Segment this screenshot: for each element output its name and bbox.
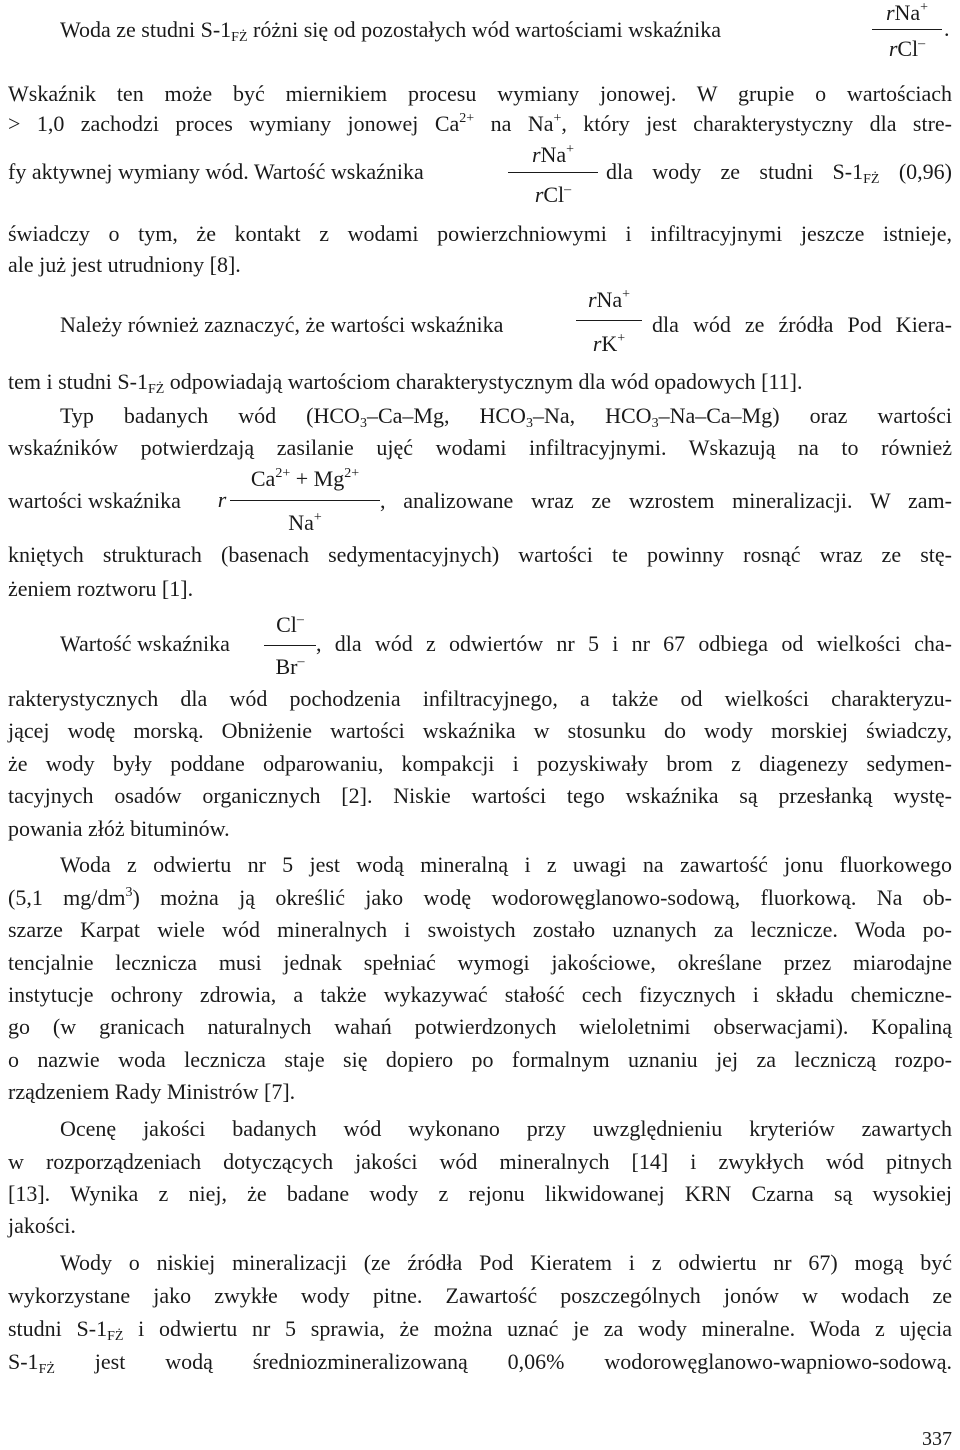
- p6-line2: w rozporządzeniach dotyczących jakości wód mineralnych [14] i zwykłych wód pitnych: [8, 1149, 952, 1174]
- p1-line1: Woda ze studni $S-1_{FŻ}$ różni się od pozostałych wód wartościami wskaźnika: [60, 17, 721, 45]
- formula-na-cl-1: rNa+ rCl–: [872, 0, 942, 26]
- p4-line6: powania złóż bituminów.: [8, 816, 230, 841]
- p7-line3: studni $S-1_{FŻ}$ i odwiertu nr 5 sprawia, że można uznać je za wody mineralne. Woda z ujęcia: [8, 1316, 952, 1344]
- p6-line1: Ocenę jakości badanych wód wykonano przy uwzględnieniu kryteriów zawartych: [60, 1116, 952, 1141]
- formula-cl-br: Cl– Br–: [264, 612, 316, 638]
- p7-line4: $S-1_{FŻ}$ jest wodą średniozmineralizowaną 0,06% wodorowęglanowo-wapniowo-sodową.: [8, 1349, 952, 1377]
- p5-line6: go (w granicach naturalnych wahań potwierdzonych wieloletnimi obserwacjami). Kopaliną: [8, 1014, 952, 1039]
- p4-line1a: Wartość wskaźnika: [60, 631, 230, 656]
- p6-line3: [13]. Wynika z niej, że badane wody z rejonu likwidowanej KRN Czarna są wysokiej: [8, 1181, 952, 1206]
- page-number: 337: [922, 1428, 952, 1450]
- p5-line2: (5,1 $mg/dm^3$) można ją określić jako wodę wodorowęglanowo-sodową, fluorkową. Na ob-: [8, 885, 952, 910]
- p6-line4: jakości.: [8, 1213, 76, 1238]
- p4-line1b: , dla wód z odwiertów nr 5 i nr 67 odbiega od wielkości cha-: [316, 631, 952, 656]
- p5-line3: szarze Karpat wiele wód mineralnych i swoistych zostało uznanych za lecznicze. Woda po-: [8, 917, 952, 942]
- p3-line2: wskaźników potwierdzają zasilanie ujęć wodami infiltracyjnymi. Wskazują na to również: [8, 435, 952, 460]
- p1-line1-tail: .: [944, 16, 950, 41]
- formula-na-cl-2: rNa+ rCl–: [508, 142, 598, 168]
- p3-line3b: , analizowane wraz ze wzrostem mineralizacji. W zam-: [380, 488, 952, 513]
- p3-line5: żeniem roztworu [1].: [8, 576, 194, 601]
- p4-line4: że wody były poddane odparowaniu, kompakcji i pozyskiwały brom z diagenezy sedymen-: [8, 751, 952, 776]
- p3-line3a: wartości wskaźnika: [8, 488, 181, 513]
- p2-line1a: Należy również zaznaczyć, że wartości wskaźnika: [60, 312, 504, 337]
- formula-camg-na: $Ca^{2+} + Mg^{2+}$ Na+: [230, 466, 380, 492]
- p4-line5: tacyjnych osadów organicznych [2]. Niskie wartości tego wskaźnika są przesłanką wystę-: [8, 783, 952, 808]
- p2-line1b: dla wód ze źródła Pod Kiera-: [652, 312, 952, 337]
- p1-line4a: fy aktywnej wymiany wód. Wartość wskaźnika: [8, 159, 424, 184]
- p1-line2: Wskaźnik ten może być miernikiem procesu wymiany jonowej. W grupie o wartościach: [8, 81, 952, 106]
- p2-line2: tem i studni $S-1_{FŻ}$ odpowiadają wartościom charakterystycznym dla wód opadowych [11].: [8, 369, 803, 397]
- p7-line2: wykorzystane jako zwykłe wody pitne. Zawartość poszczególnych jonów w wodach ze: [8, 1283, 952, 1308]
- p5-line7: o nazwie woda lecznicza staje się dopiero po formalnym uznaniu jej za leczniczą rozpo-: [8, 1047, 952, 1072]
- p7-line1: Wody o niskiej mineralizacji (ze źródła Pod Kieratem i z odwiertu nr 67) mogą być: [60, 1250, 952, 1275]
- formula-camg-na-prefix: r: [217, 487, 227, 512]
- p4-line2: rakterystycznych dla wód pochodzenia infiltracyjnego, a także od wielkości charakteryzu-: [8, 686, 952, 711]
- p1-line6: ale już jest utrudniony [8].: [8, 252, 241, 277]
- p5-line8: rządzeniem Rady Ministrów [7].: [8, 1079, 296, 1104]
- p5-line4: tencjalnie lecznicza musi jednak spełniać wymogi jakościowe, określane przez miarodajne: [8, 950, 952, 975]
- p3-line1: Typ badanych wód ($HCO_3-Ca-Mg$, $HCO_3-Na$, $HCO_3-Na-Ca-Mg$) oraz wartości: [60, 403, 952, 431]
- p5-line5: instytucje ochrony zdrowia, a także wykazywać stałość cech fizycznych i składu chemiczne-: [8, 982, 952, 1007]
- p1-line3: > 1,0 zachodzi proces wymiany jonowej $Ca^{2+}$ na Na+, który jest charakterystyczny dla stre-: [8, 111, 953, 136]
- p1-line4b: dla wody ze studni $S-1_{FŻ}$ (0,96): [606, 159, 952, 187]
- p1-line5: świadczy o tym, że kontakt z wodami powierzchniowymi i infiltracyjnymi jeszcze istnieje,: [8, 221, 952, 246]
- p5-line1: Woda z odwiertu nr 5 jest wodą mineralną i z uwagi na zawartość jonu fluorkowego: [60, 852, 952, 877]
- formula-na-k: rNa+ rK+: [576, 287, 642, 313]
- p4-line3: jącej wodę morską. Obniżenie wartości wskaźnika w stosunku do wody morskiej świadczy,: [8, 718, 952, 743]
- p3-line4: kniętych strukturach (basenach sedymentacyjnych) wartości te powinny rosnąć wraz ze stę-: [8, 542, 952, 567]
